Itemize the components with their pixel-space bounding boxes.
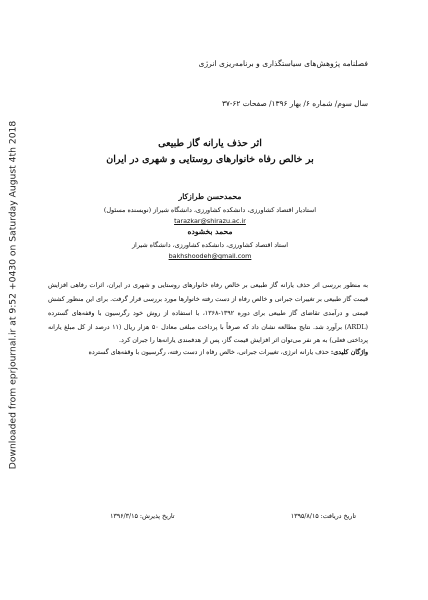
keywords-text: حذف یارانه انرژی، تغییرات جبرانی، خالص رفاه از دست رفته، رگرسیون با وقفه‌های گسترده [88, 349, 329, 356]
accepted-date: تاریخ پذیرش: ۱۳۹۶/۳/۱۵ [110, 513, 175, 520]
author-email[interactable]: bakhshoodeh@gmail.com [168, 252, 252, 260]
download-watermark [6, 120, 20, 470]
author-name: محمدحسن طرازکار [178, 192, 242, 201]
download-watermark-text: Downloaded from eprjournal.ir at 9:52 +0430 on Saturday August 4th 2018 [7, 120, 19, 470]
paper-title-line-2: بر خالص رفاه خانوارهای روستایی و شهری در ایران [106, 154, 314, 166]
author-affiliation: استادیار اقتصاد کشاورزی، دانشکده کشاورزی، دانشگاه شیراز (نویسنده مسئول) [103, 206, 317, 214]
abstract: به منظور بررسی اثر حذف یارانه گاز طبیعی بر خالص رفاه خانوارهای روستایی و شهری در ایران، اثرات رفاهی افزایش قیمت گاز طبیعی بر تغییرات جبرانی و خالص رفاه از دست رفته خانوارها مورد بررسی قرار گرفت. برای این منظور کشش قیمتی و درآمدی تقاضای گاز طبیعی برای دوره ۱۳۹۲-۱۳۶۸، با استفاده از روش خود رگرسیون با وقفه‌های گسترده (ARDL) برآورد شد. نتایج مطالعه نشان داد که صرفاً با پرداخت مبلغی معادل ۵۰ هزار ریال (۱۱ درصد از کل مبلغ یارانه پرداختی فعلی) به هر نفر می‌توان اثر افزایش قیمت گاز، پس از هدفمندی یارانه‌ها را جبران کرد. [48, 282, 368, 345]
journal-name: فصلنامه پژوهش‌های سیاستگذاری و برنامه‌ریزی انرژی [198, 59, 368, 68]
issue-info: سال سوم/ شماره ۶/ بهار ۱۳۹۶/ صفحات ۶۲-۳۷ [221, 99, 368, 108]
author-email[interactable]: tarazkar@shirazu.ac.ir [174, 217, 246, 225]
author-2 [60, 227, 360, 260]
author-affiliation: استاد اقتصاد کشاورزی، دانشکده کشاورزی، دانشگاه شیراز [131, 241, 289, 249]
keywords [48, 346, 368, 359]
paper-title-line-1: اثر حذف یارانه گاز طبیعی [158, 138, 262, 149]
author-name: محمد بخشوده [187, 227, 233, 236]
author-1 [60, 192, 360, 225]
received-date: تاریخ دریافت: ۱۳۹۵/۸/۱۵ [290, 513, 356, 520]
keywords-label: واژگان کلیدی: [330, 349, 368, 356]
paper-title [60, 136, 360, 169]
